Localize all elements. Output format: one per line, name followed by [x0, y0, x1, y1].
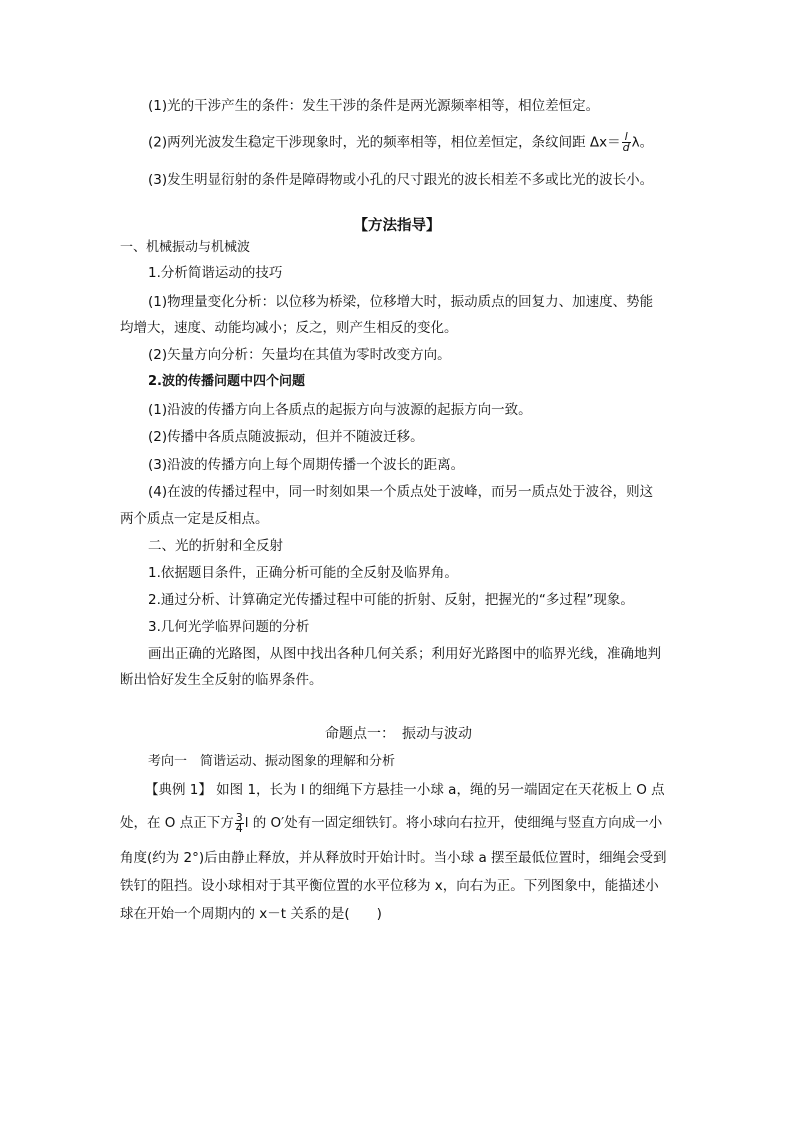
wave-item-3: (3)沿波的传播方向上每个周期传播一个波长的距离。 [148, 457, 465, 473]
fringe-spacing-suffix: λ。 [631, 134, 654, 151]
shm-item-1-cont: 均增大，速度、动能均减小；反之，则产生相反的变化。 [120, 320, 458, 336]
fraction-denominator: 4 [235, 821, 243, 835]
section-title: 【方法指导】 [353, 218, 441, 234]
optics-item-3: 3.几何光学临界问题的分析 [148, 619, 310, 635]
shm-item-2: (2)矢量方向分析：矢量均在其值为零时改变方向。 [148, 347, 451, 363]
direction-title: 考向一 简谐运动、振动图象的理解和分析 [148, 754, 396, 769]
wave-item-2: (2)传播中各质点随波振动，但并不随波迁移。 [148, 429, 424, 445]
example-line-2-text: 处，在 O 点正下方 [120, 815, 234, 831]
wave-item-1: (1)沿波的传播方向上各质点的起振方向与波源的起振方向一致。 [148, 402, 532, 418]
fraction-numerator: 3 [235, 810, 243, 824]
optics-item-3-cont: 断出恰好发生全反射的临界条件。 [120, 672, 323, 688]
fringe-spacing-line [148, 132, 653, 153]
heading-mechanical: 一、机械振动与机械波 [120, 240, 251, 255]
fraction-numerator: l [622, 132, 631, 143]
example-line-3: 角度(约为 2°)后由静止释放，并从释放时开始计时。当小球 a 摆至最低位置时，细绳会受到 [120, 850, 667, 866]
interference-condition: (1)光的干涉产生的条件：发生干涉的条件是两光源频率相等，相位差恒定。 [148, 98, 600, 114]
example-line-2-suffix: l 的 O′处有一固定细铁钉。将小球向右拉开，使细绳与竖直方向成一小 [244, 815, 663, 831]
optics-item-1: 1.依据题目条件，正确分析可能的全反射及临界角。 [148, 565, 458, 581]
optics-item-3-text: 画出正确的光路图，从图中找出各种几何关系；利用好光路图中的临界光线，准确地判 [148, 646, 661, 662]
fraction-l-over-d [622, 132, 631, 153]
example-line-2 [120, 808, 662, 838]
heading-optics: 二、光的折射和全反射 [148, 538, 283, 554]
fraction-three-quarters [235, 810, 244, 835]
example-line-5: 球在开始一个周期内的 x－t 关系的是( ) [120, 906, 382, 922]
wave-item-4: (4)在波的传播过程中，同一时刻如果一个质点处于波峰，而另一质点处于波谷，则这 [148, 484, 654, 500]
shm-item-1: (1)物理量变化分析：以位移为桥梁，位移增大时，振动质点的回复力、加速度、势能 [148, 294, 654, 310]
example-line-1: 【典例 1】 如图 1，长为 l 的细绳下方悬挂一小球 a，绳的另一端固定在天花板上 O 点 [145, 782, 665, 798]
subheading-shm: 1.分析简谐运动的技巧 [148, 265, 283, 281]
example-line-4: 铁钉的阻挡。设小球相对于其平衡位置的水平位移为 x，向右为正。下列图象中，能描述小 [120, 878, 659, 894]
wave-item-4-cont: 两个质点一定是反相点。 [120, 511, 269, 527]
fraction-denominator: d [622, 141, 630, 154]
subheading-wave: 2.波的传播问题中四个问题 [148, 374, 305, 389]
diffraction-condition: (3)发生明显衍射的条件是障碍物或小孔的尺寸跟光的波长相差不多或比光的波长小。 [148, 172, 654, 188]
optics-item-2: 2.通过分析、计算确定光传播过程中可能的折射、反射，把握光的“多过程”现象。 [148, 592, 634, 608]
fringe-spacing-text: (2)两列光波发生稳定干涉现象时，光的频率相等，相位差恒定，条纹间距 Δx＝ [148, 134, 621, 151]
topic-title: 命题点一： 振动与波动 [325, 726, 472, 742]
